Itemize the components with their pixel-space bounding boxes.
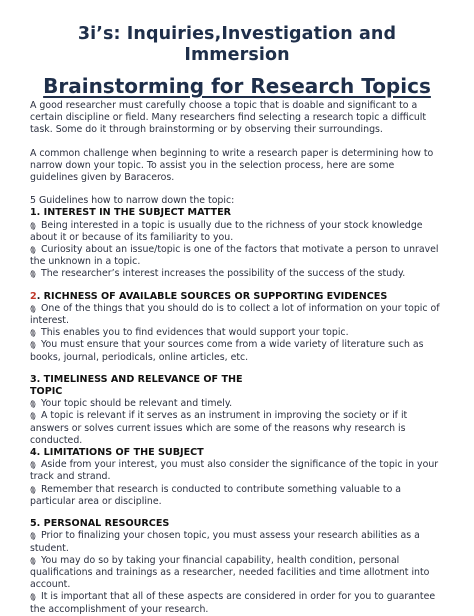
list-item: ⟬⟭ This enables you to find evidences that would support your topic. bbox=[30, 327, 349, 339]
list-item: ⟬⟭ It is important that all of these aspects are considered in order for you to guarantee the accomplishment of your research. bbox=[30, 591, 436, 615]
bullet-icon: ⟬⟭ bbox=[30, 303, 36, 313]
title-line-2: Immersion bbox=[184, 45, 290, 65]
list-item: ⟬⟭ Curiosity about an issue/topic is one of the factors that motivate a person to unravel the unknown in a topic. bbox=[30, 244, 439, 268]
bullet-icon: ⟬⟭ bbox=[30, 340, 36, 350]
bullet-icon: ⟬⟭ bbox=[30, 328, 36, 338]
list-item: ⟬⟭ A topic is relevant if it serves as an instrument in improving the society or if it answers or solves current issues which are some of the reasons why research is conducted. bbox=[30, 410, 408, 446]
bullet-icon: ⟬⟭ bbox=[30, 592, 36, 602]
bullet-icon: ⟬⟭ bbox=[30, 460, 36, 470]
guidelines-intro: 5 Guidelines how to narrow down the topic: bbox=[30, 195, 235, 207]
list-item: ⟬⟭ Your topic should be relevant and timely. bbox=[30, 398, 233, 410]
document-title bbox=[30, 24, 444, 66]
list-item: ⟬⟭ Being interested in a topic is usually due to the richness of your stock knowledge about it or because of its familiarity to you. bbox=[30, 219, 423, 243]
section-4-heading: 4. LIMITATIONS OF THE SUBJECT bbox=[30, 447, 204, 459]
intro-paragraph-1: A good researcher must carefully choose a topic that is doable and significant to a certain discipline or field. Many researchers find selecting a research topic a difficult task. Some do it through brainstorming or by observing their surroundings. bbox=[30, 100, 427, 136]
section-3-heading: 3. TIMELINESS AND RELEVANCE OF THE TOPIC bbox=[30, 373, 243, 398]
section-2-heading: 2. RICHNESS OF AVAILABLE SOURCES OR SUPPORTING EVIDENCES bbox=[30, 290, 388, 302]
section-1-heading: 1. INTEREST IN THE SUBJECT MATTER bbox=[30, 207, 232, 219]
bullet-icon: ⟬⟭ bbox=[30, 411, 36, 421]
list-item: ⟬⟭ Aside from your interest, you must also consider the significance of the topic in your track and strand. bbox=[30, 459, 439, 483]
list-item: ⟬⟭ Remember that research is conducted to contribute something valuable to a particular area or discipline. bbox=[30, 483, 402, 507]
bullet-icon: ⟬⟭ bbox=[30, 399, 36, 409]
bullet-icon: ⟬⟭ bbox=[30, 245, 36, 255]
list-item: ⟬⟭ One of the things that you should do is to collect a lot of information on your topic of interest. bbox=[30, 302, 440, 327]
title-line-1: 3i’s: Inquiries,Investigation and bbox=[77, 24, 397, 44]
section-5-heading: 5. PERSONAL RESOURCES bbox=[30, 518, 170, 530]
bullet-icon: ⟬⟭ bbox=[30, 269, 36, 279]
list-item: ⟬⟭ You may do so by taking your financial capability, health condition, personal qualifications and trainings as a researcher, needed facilities and time allotment into account. bbox=[30, 554, 430, 591]
list-item: ⟬⟭ Prior to finalizing your chosen topic, you must assess your research abilities as a student. bbox=[30, 530, 420, 554]
document-subtitle: Brainstorming for Research Topics bbox=[43, 74, 431, 98]
bullet-icon: ⟬⟭ bbox=[30, 220, 36, 230]
bullet-icon: ⟬⟭ bbox=[30, 555, 36, 565]
list-item: ⟬⟭ You must ensure that your sources come from a wide variety of literature such as books, journal, periodicals, online articles, etc. bbox=[30, 339, 424, 363]
bullet-icon: ⟬⟭ bbox=[30, 531, 36, 541]
bullet-icon: ⟬⟭ bbox=[30, 484, 36, 494]
intro-paragraph-2: A common challenge when beginning to write a research paper is determining how to narrow down your topic. To assist you in the selection process, here are some guidelines given by Baraceros. bbox=[30, 147, 434, 184]
list-item: ⟬⟭ The researcher’s interest increases the possibility of the success of the study. bbox=[30, 268, 406, 280]
